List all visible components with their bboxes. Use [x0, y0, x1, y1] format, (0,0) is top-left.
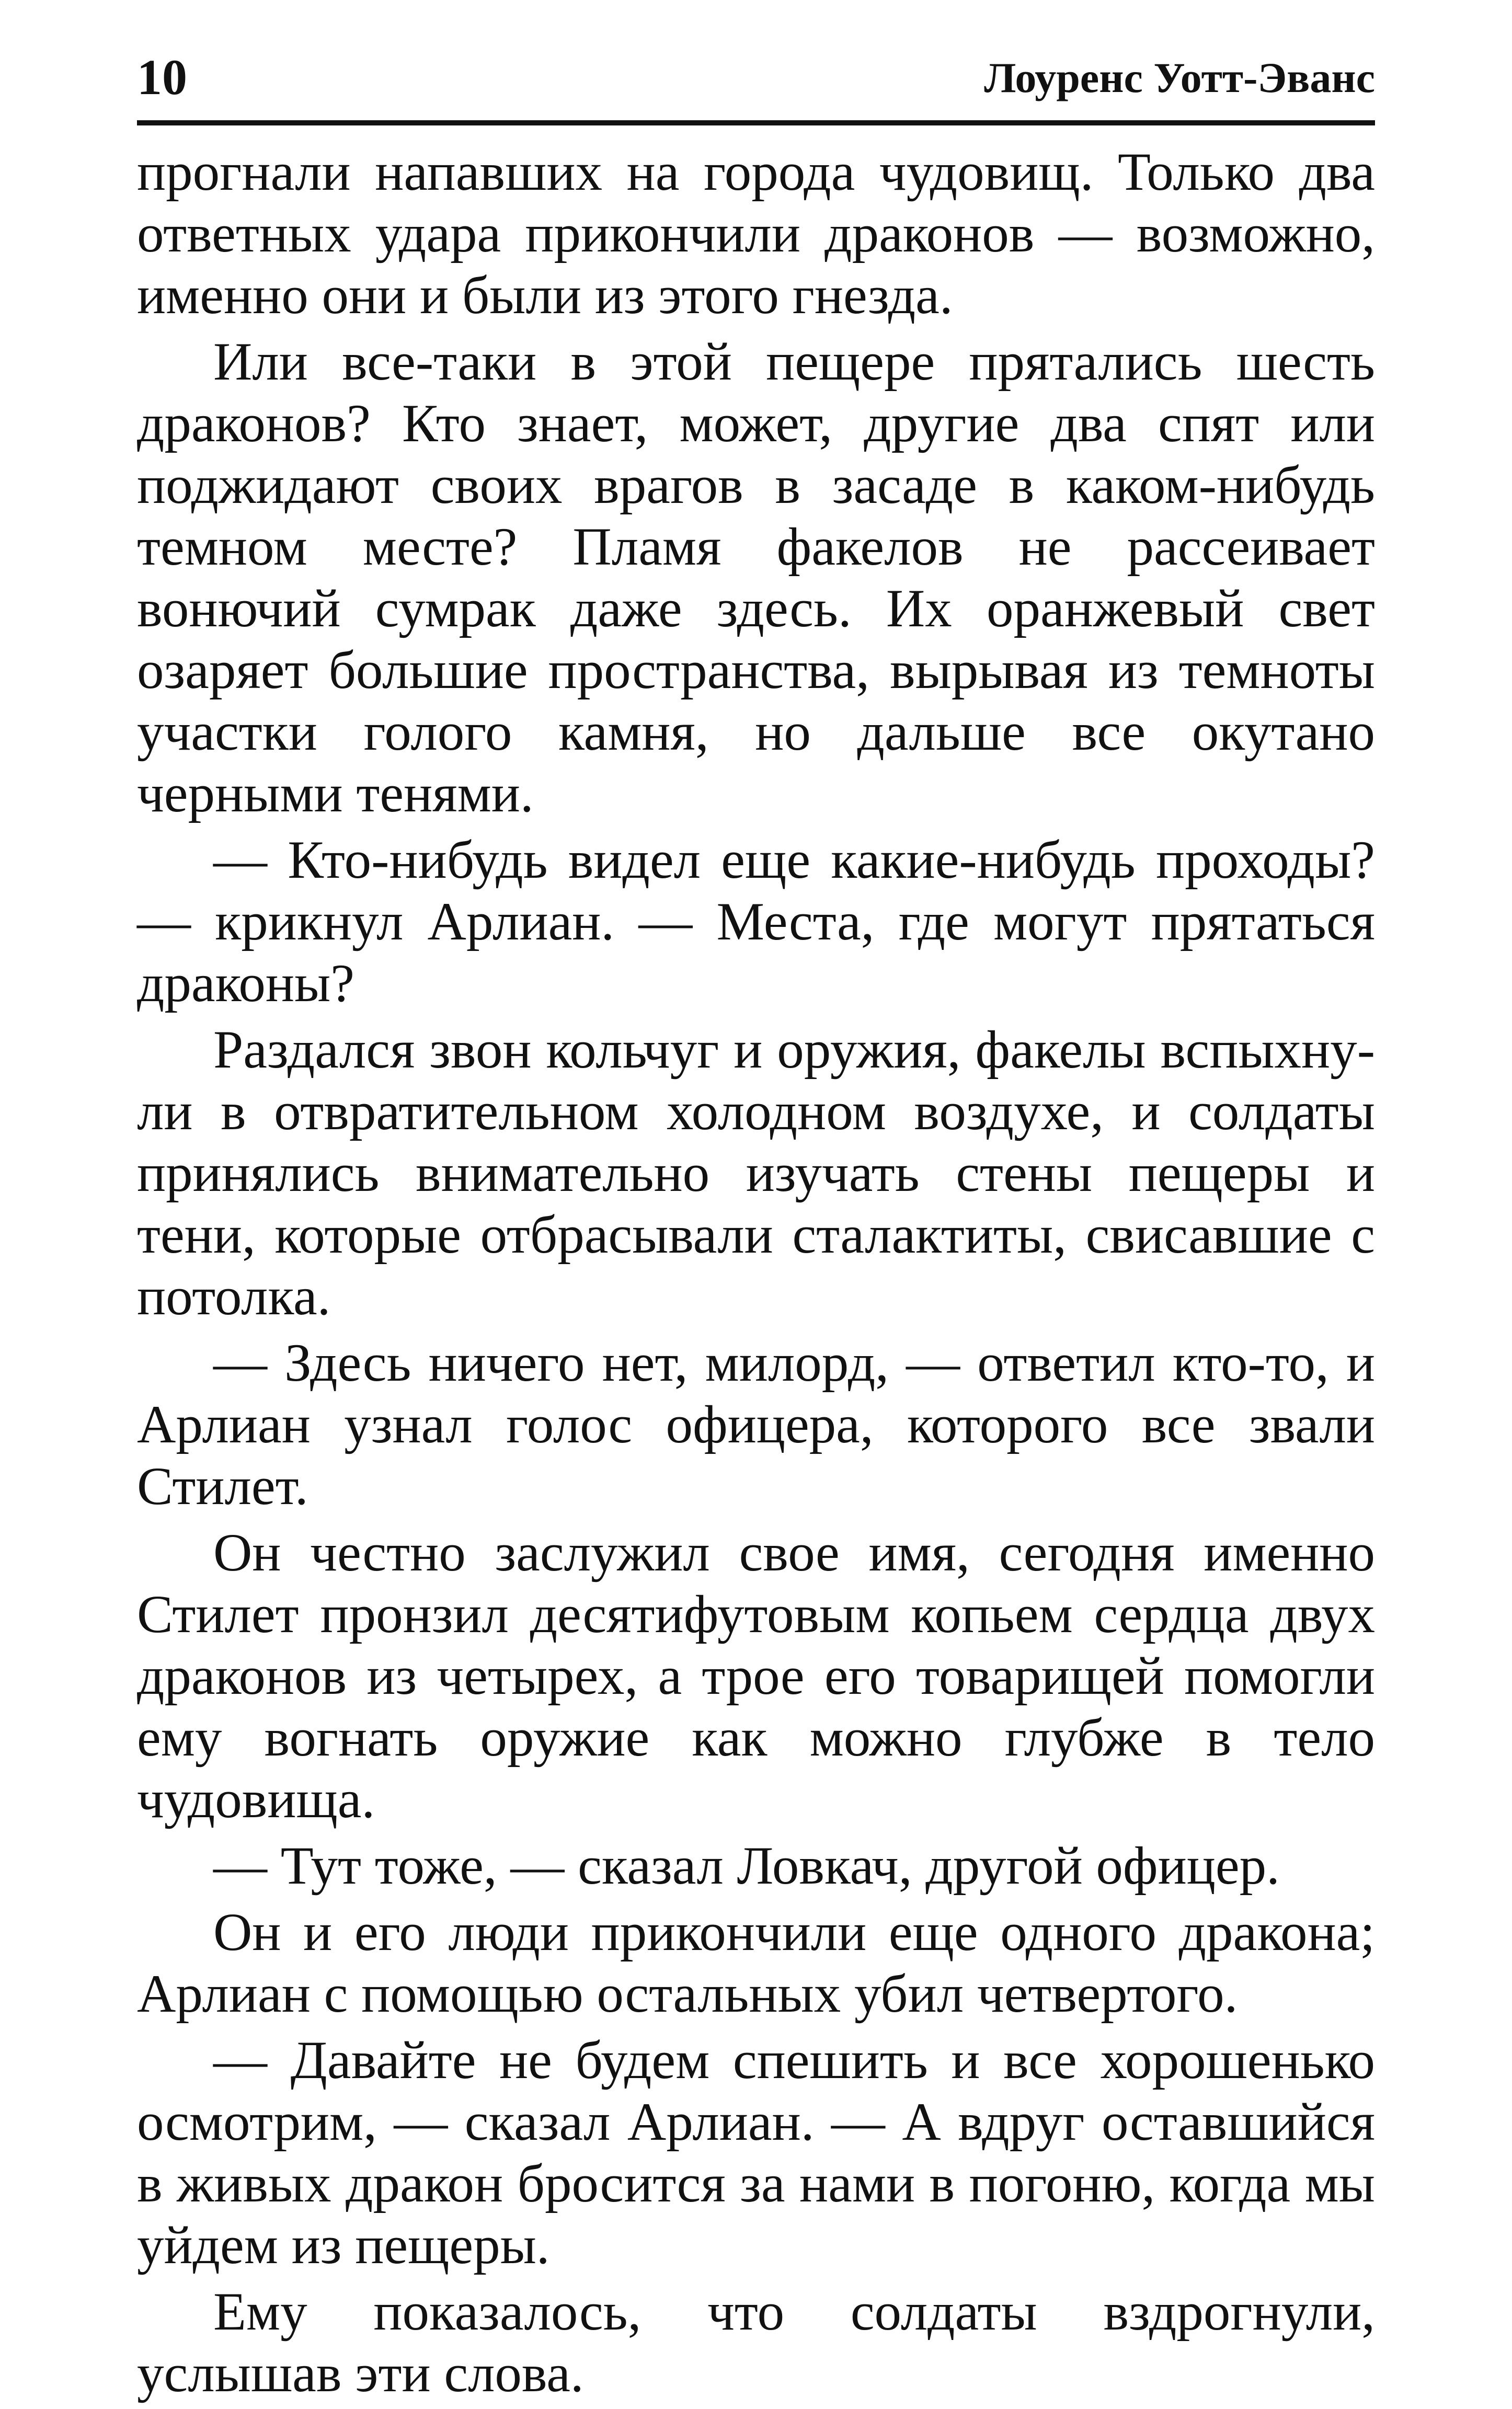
paragraph: Он честно заслужил свое имя, сегодня именно Стилет пронзил десятифутовым копьем сердца двух драконов из четырех, а трое его товарищей помогли ему вогнать оружие как можно глубже в тело чудовища.	[137, 1523, 1375, 1829]
paragraph: Раздался звон кольчуг и оружия, факелы вспыхнули в отвратительном холодном воздухе, и солдаты принялись внимательно изучать стены пещеры и тени, которые отбрасывали сталактиты, свисавшие с потолка.	[137, 1020, 1375, 1326]
paragraph: — Кто-нибудь видел еще какие-нибудь проходы? — крикнул Арлиан. — Места, где могут прятаться драконы?	[137, 830, 1375, 1013]
book-page	[137, 42, 1375, 2409]
paragraph: — Здесь ничего нет, милорд, — ответил кто-то, и Арлиан узнал голос офицера, которого все звали Стилет.	[137, 1333, 1375, 1516]
paragraph: Ему показалось, что солдаты вздрогнули, услышав эти слова.	[137, 2282, 1375, 2403]
page-number: 10	[137, 49, 187, 105]
paragraph: прогнали напавших на города чудовищ. Только два ответных удара прикончили драконов — возможно, именно они и были из этого гнезда.	[137, 142, 1375, 325]
paragraph: — Давайте не будем спешить и все хорошенько осмотрим, — сказал Арлиан. — А вдруг оставшийся в живых дракон бросится за нами в погоню, когда мы уйдем из пещеры.	[137, 2031, 1375, 2275]
paragraph: Или все-таки в этой пещере прятались шесть драконов? Кто знает, может, другие два спят или поджидают своих врагов в засаде в каком-нибудь темном месте? Пламя факелов не рассеивает вонючий сумрак даже здесь. Их оранжевый свет озаряет большие пространства, вырывая из темноты участки голого камня, но дальше все окутано черными тенями.	[137, 332, 1375, 823]
running-head	[137, 42, 1375, 125]
body-text	[137, 141, 1375, 2404]
paragraph: Он и его люди прикончили еще одного дракона; Арлиан с помощью остальных убил четвертого.	[137, 1902, 1375, 2024]
paragraph: — Тут тоже, — сказал Ловкач, другой офицер.	[213, 1836, 1280, 1896]
running-head-author: Лоуренс Уотт-Эванс	[984, 54, 1375, 101]
